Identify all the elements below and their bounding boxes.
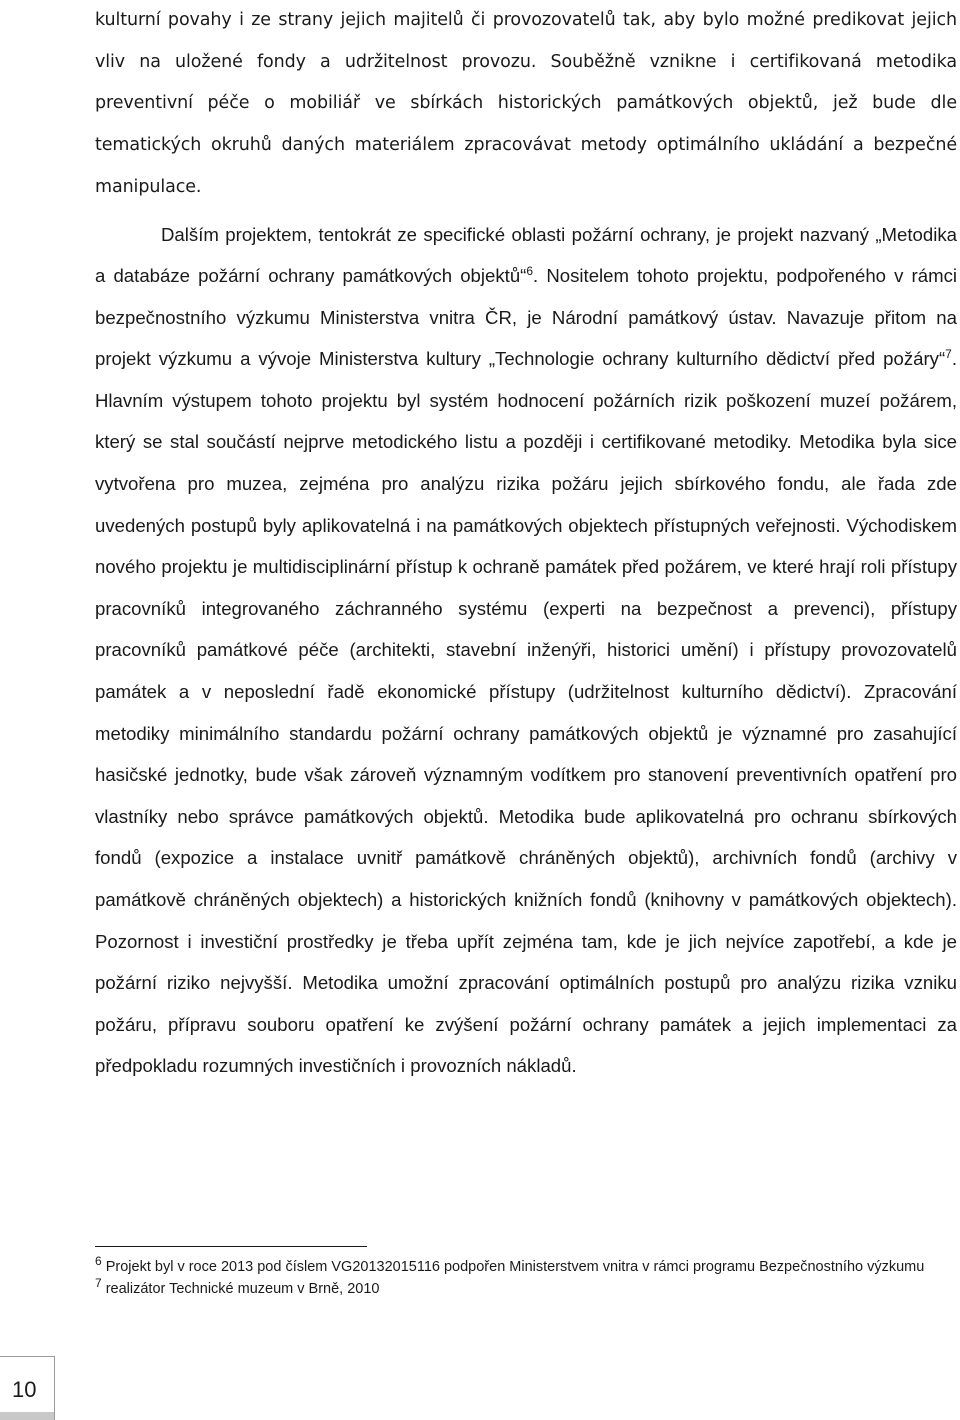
- paragraph-2-part-1: Dalším projektem, tentokrát ze specifické oblasti požární ochrany, je projekt nazvaný „Metodika a databáze požární ochrany památkových objektů“: [95, 223, 957, 287]
- footnote-7-number: 7: [95, 1276, 102, 1291]
- page-number-box: [0, 1356, 55, 1420]
- paragraph-2-part-2: . Nositelem tohoto projektu, podpořeného v rámci bezpečnostního výzkumu Ministerstva vnitra ČR, je Národní památkový ústav. Navazuje přitom na projekt výzkumu a vývoje Ministerstva kultury „Technologie ochrany kulturního dědictví před požáry“: [95, 265, 958, 370]
- page-number-bar: [0, 1412, 54, 1420]
- paragraph-2: [95, 214, 957, 1087]
- footnote-separator: [95, 1246, 367, 1247]
- footnotes: [95, 1256, 935, 1300]
- footnote-7-text: realizátor Technické muzeum v Brně, 2010: [105, 1281, 380, 1297]
- footnote-ref-7[interactable]: 7: [945, 347, 952, 362]
- body-text: [95, 0, 957, 1087]
- paragraph-1: kulturní povahy i ze strany jejich majitelů či provozovatelů tak, aby bylo možné predikovat jejich vliv na uložené fondy a udržitelnost provozu. Souběžně vznikne i certifikovaná metodika preventivní péče o mobiliář ve sbírkách historických památkových objektů, jež bude dle tematických okruhů daných materiálem zpracovávat metody optimálního ukládání a bezpečné manipulace.: [95, 10, 957, 197]
- footnote-6-text: Projekt byl v roce 2013 pod číslem VG20132015116 podpořen Ministerstvem vnitra v rámci programu Bezpečnostního výzkumu: [105, 1259, 925, 1275]
- footnote-6-number: 6: [95, 1254, 102, 1269]
- paragraph-2-part-3: . Hlavním výstupem tohoto projektu byl systém hodnocení požárních rizik poškození muzeí požárem, který se stal součástí nejprve metodického listu a později i certifikované metodiky. Metodika byla sice vytvořena pro muzea, zejména pro analýzu rizika požáru jejich sbírkového fondu, ale řada zde uvedených postupů byly aplikovatelná i na památkových objektech přístupných veřejnosti. Východiskem nového projektu je multidisciplinární přístup k ochraně památek před požárem, ve které hrají roli přístupy pracovníků integrovaného záchranného systému (experti na bezpečnost a prevenci), přístupy pracovníků památkové péče (architekti, stavební inženýři, historici umění) i přístupy provozovatelů památek a v neposlední řadě ekonomické přístupy (udržitelnost kulturního dědictví). Zpracování metodiky minimálního standardu požární ochrany památkových objektů je významné pro zasahující hasičské jednotky, bude však zároveň významným vodítkem pro stanovení preventivních opatření pro vlastníky nebo správce památkových objektů. Metodika bude aplikovatelná pro ochranu sbírkových fondů (expozice a instalace uvnitř památkově chráněných objektů), archivních fondů (archivy v památkově chráněných objektech) a historických knižních fondů (knihovny v památkových objektech). Pozornost i investiční prostředky je třeba upřít zejména tam, kde je jich nejvíce zapotřebí, a kde je požární riziko nejvyšší. Metodika umožní zpracování optimálních postupů pro analýzu rizika vzniku požáru, přípravu souboru opatření ke zvýšení požární ochrany památek a jejich implementaci za předpokladu rozumných investičních i provozních nákladů.: [95, 348, 957, 1077]
- footnote-7: [95, 1278, 935, 1300]
- footnote-6: [95, 1256, 935, 1278]
- page-number: 10: [12, 1377, 37, 1402]
- footnote-ref-6[interactable]: 6: [526, 263, 534, 278]
